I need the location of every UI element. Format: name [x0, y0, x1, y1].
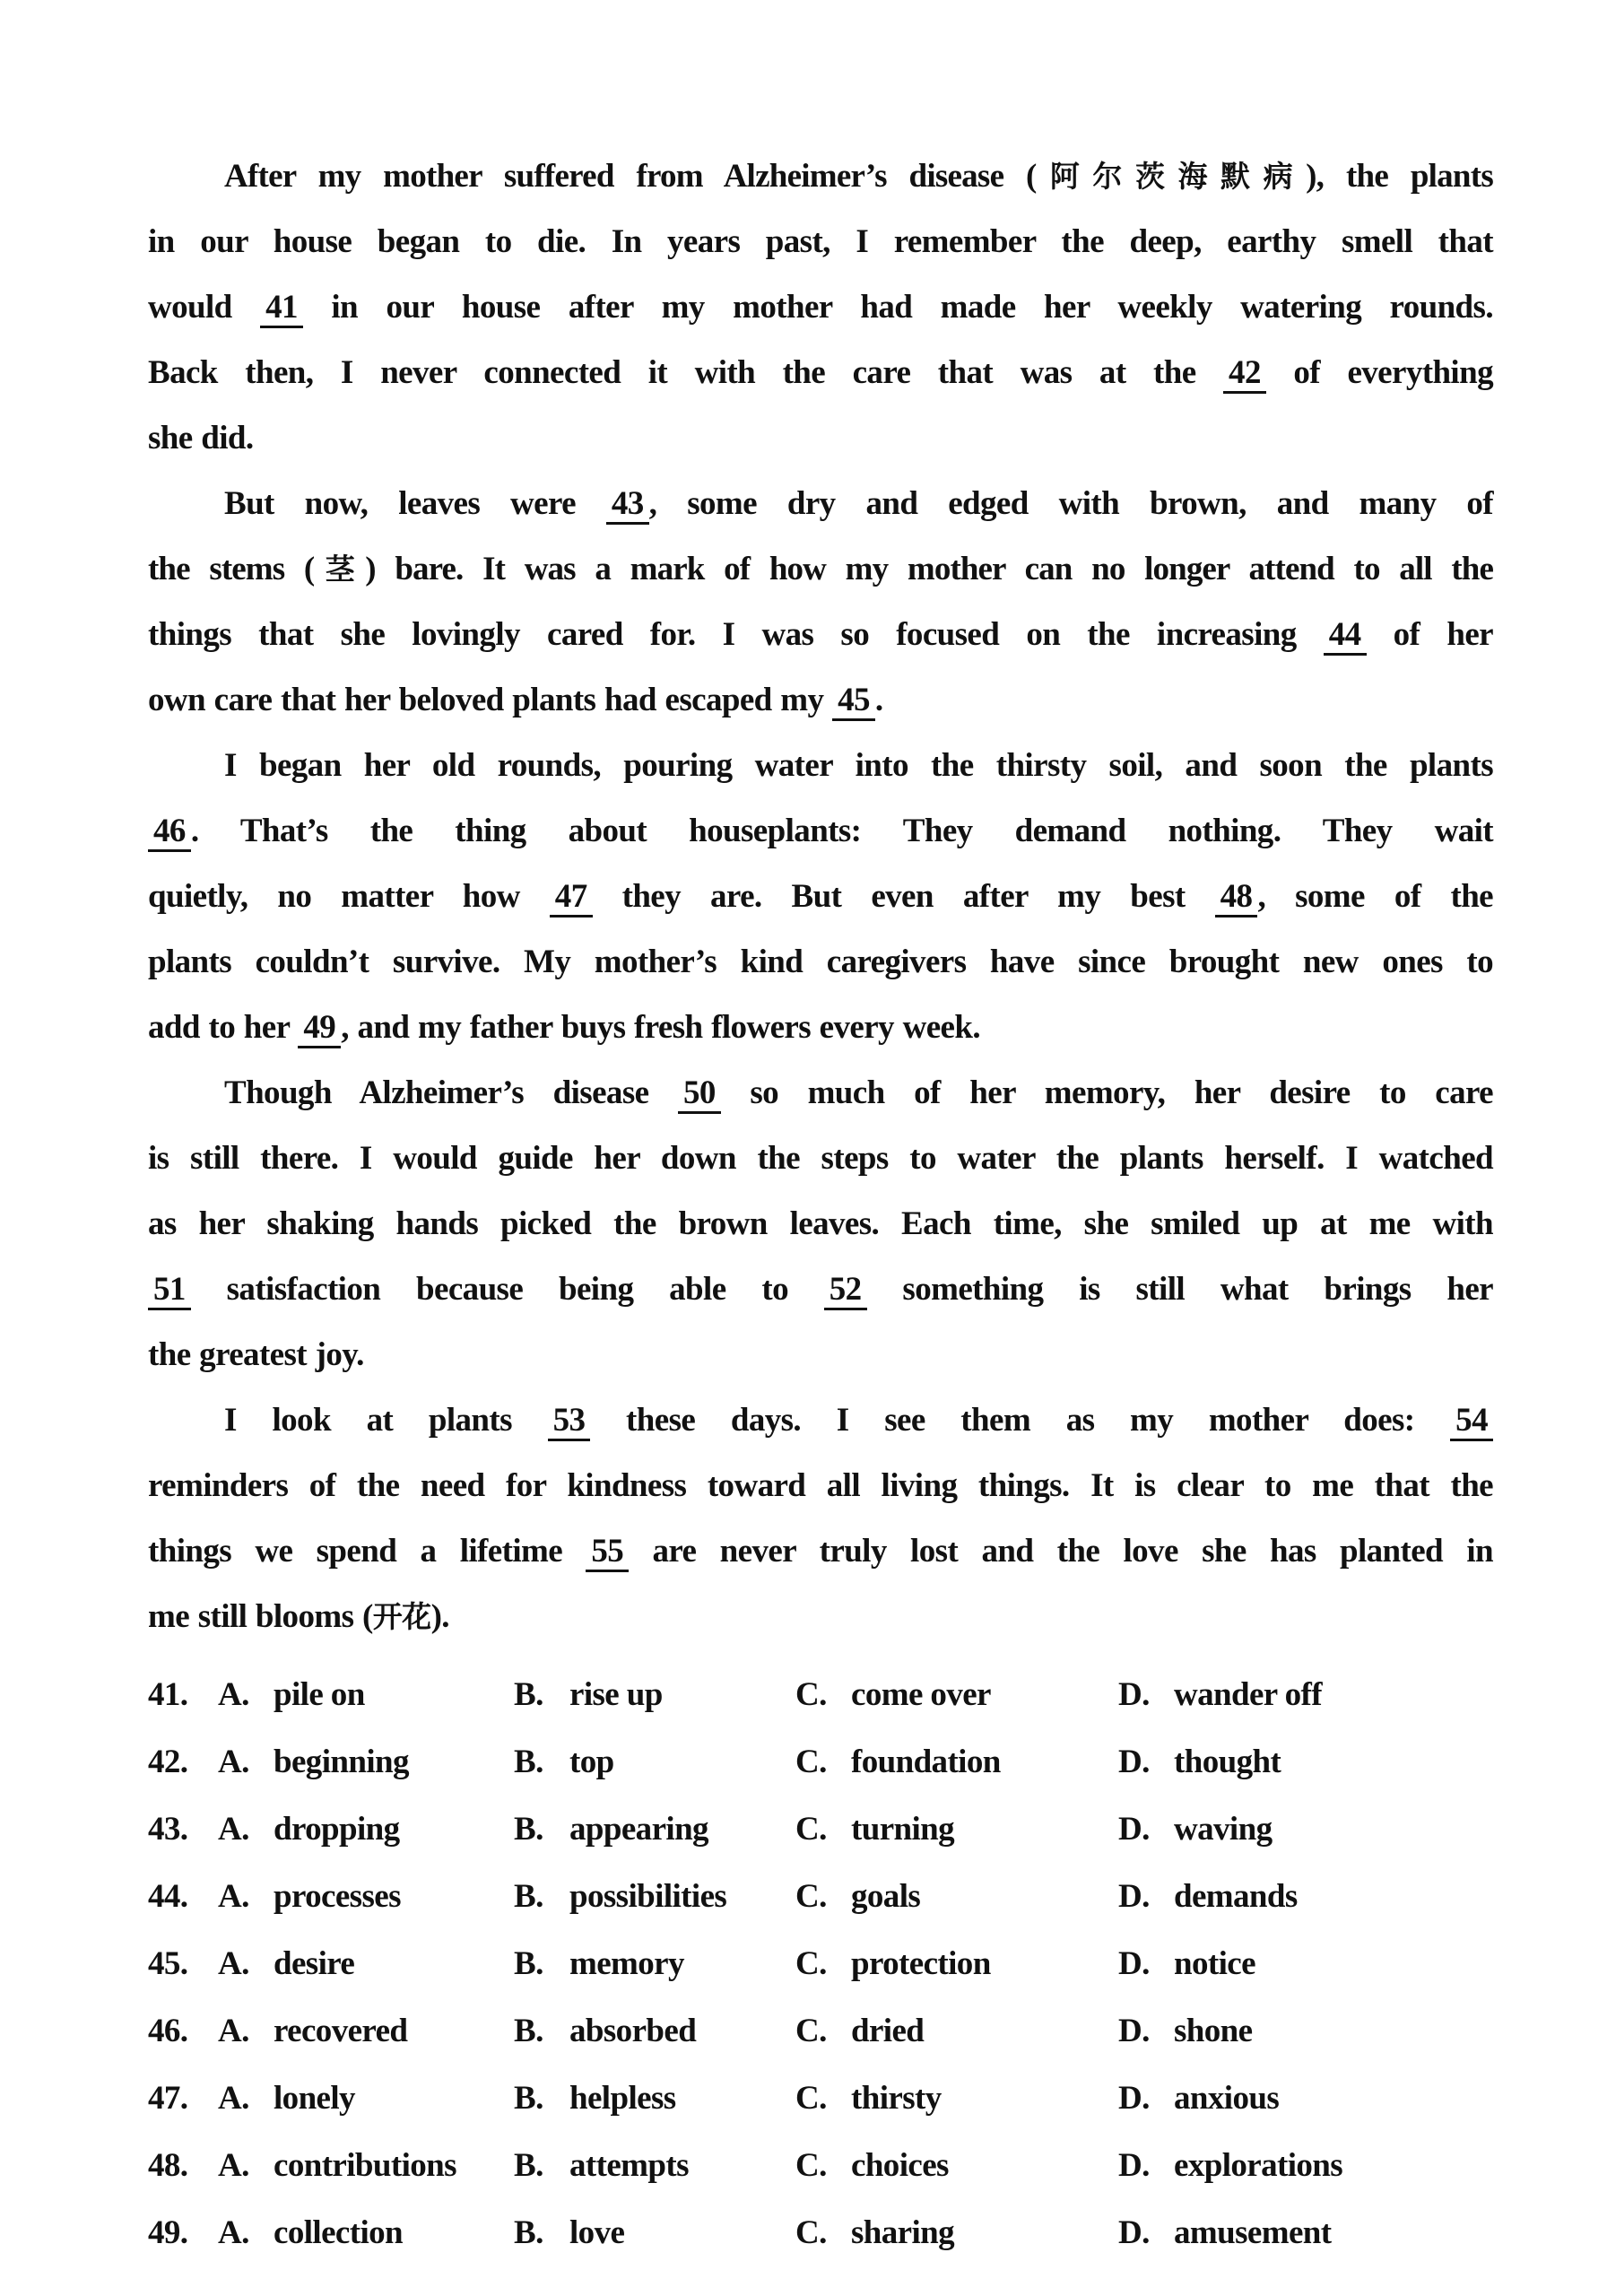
passage-text: they are. But even after my best [592, 878, 1215, 915]
passage-text: . That’s the thing about houseplants: They demand nothing. They wait [190, 813, 1493, 849]
passage-text: would [148, 289, 261, 326]
option-c[interactable] [795, 2206, 954, 2260]
passage-text: I look at plants [224, 1402, 548, 1439]
option-text: absorbed [569, 2013, 697, 2049]
option-letter: D. [1118, 1945, 1150, 1982]
option-text: shone [1174, 2013, 1253, 2049]
option-letter: A. [218, 1676, 249, 1713]
passage-text: as her shaking hands picked the brown leaves. Each time, she smiled up at me with [148, 1205, 1493, 1242]
blank-46: 46 [148, 813, 191, 852]
option-text: appearing [569, 1811, 708, 1848]
option-letter: B. [514, 1945, 543, 1982]
text-line [148, 667, 1493, 733]
blank-44: 44 [1324, 616, 1367, 656]
text-line [148, 144, 1493, 209]
passage-text: so much of her memory, her desire to care [720, 1074, 1493, 1111]
option-letter: B. [514, 1878, 543, 1915]
option-text: top [569, 1744, 614, 1780]
passage-text: are never truly lost and the love she has planted in [629, 1533, 1493, 1570]
option-letter: D. [1118, 1811, 1150, 1848]
text-line [148, 929, 1493, 995]
passage-text: of her [1366, 616, 1493, 653]
option-a[interactable] [218, 1937, 354, 1991]
option-text: desire [274, 1945, 355, 1982]
text-line [148, 274, 1493, 340]
option-text: wander off [1174, 1676, 1322, 1713]
option-text: turning [851, 1811, 955, 1848]
question-number: 45. [148, 1945, 188, 1982]
option-letter: D. [1118, 2080, 1150, 2117]
option-b[interactable] [514, 1870, 726, 1924]
blank-52: 52 [824, 1271, 867, 1310]
passage-text: Back then, I never connected it with the care that was at the [148, 354, 1224, 391]
option-letter: D. [1118, 2214, 1150, 2251]
option-text: helpless [569, 2080, 676, 2117]
option-a[interactable] [218, 1735, 409, 1789]
question-row [148, 1735, 1493, 1803]
option-b[interactable] [514, 1803, 708, 1857]
option-d[interactable] [1118, 2005, 1252, 2058]
option-letter: C. [795, 2080, 827, 2117]
passage-text: the stems ( [148, 551, 315, 587]
paragraph [148, 733, 1493, 1060]
option-letter: D. [1118, 1744, 1150, 1780]
option-text: collection [274, 2214, 404, 2251]
text-line [148, 1518, 1493, 1584]
blank-49: 49 [298, 1009, 341, 1048]
passage-text: Though Alzheimer’s disease [224, 1074, 678, 1111]
answer-options [148, 1668, 1493, 2274]
option-letter: C. [795, 2214, 827, 2251]
passage-text: these days. I see them as my mother does: [590, 1402, 1451, 1439]
passage-text: ), the plants [1306, 158, 1493, 195]
blank-48: 48 [1215, 878, 1258, 918]
question-number: 49. [148, 2214, 188, 2251]
option-letter: C. [795, 1744, 827, 1780]
passage-text: , and my father buys fresh flowers every week. [341, 1009, 980, 1046]
option-letter: D. [1118, 1878, 1150, 1915]
chinese-gloss: 开花 [372, 1599, 431, 1634]
option-d[interactable] [1118, 1735, 1281, 1789]
paragraph [148, 471, 1493, 733]
option-text: possibilities [569, 1878, 727, 1915]
cloze-passage [148, 144, 1493, 1649]
option-letter: C. [795, 1676, 827, 1713]
question-number: 47. [148, 2080, 188, 2117]
question-row [148, 1870, 1493, 1937]
text-line [148, 405, 1493, 471]
text-line [148, 864, 1493, 929]
text-line [148, 733, 1493, 798]
passage-text: satisfaction because being able to [190, 1271, 824, 1308]
option-letter: B. [514, 1744, 543, 1780]
option-text: goals [851, 1878, 921, 1915]
text-line [148, 1584, 1493, 1649]
option-c[interactable] [795, 2072, 942, 2126]
question-row [148, 1803, 1493, 1870]
option-letter: C. [795, 2147, 827, 2184]
option-letter: B. [514, 2013, 543, 2049]
option-text: amusement [1174, 2214, 1332, 2251]
option-a[interactable] [218, 1870, 401, 1924]
question-number: 46. [148, 2013, 188, 2049]
option-d[interactable] [1118, 2072, 1279, 2126]
option-a[interactable] [218, 2206, 403, 2260]
option-c[interactable] [795, 1803, 954, 1857]
option-b[interactable] [514, 2072, 676, 2126]
text-line [148, 536, 1493, 602]
question-row [148, 2206, 1493, 2274]
option-b[interactable] [514, 2139, 689, 2193]
option-b[interactable] [514, 1668, 663, 1722]
question-row [148, 2005, 1493, 2072]
text-line [148, 602, 1493, 667]
passage-text: things we spend a lifetime [148, 1533, 586, 1570]
question-number: 44. [148, 1878, 188, 1915]
option-c[interactable] [795, 1870, 920, 1924]
option-letter: D. [1118, 1676, 1150, 1713]
question-row [148, 2139, 1493, 2206]
option-b[interactable] [514, 1937, 684, 1991]
text-line [148, 340, 1493, 405]
option-text: dried [851, 2013, 925, 2049]
text-line [148, 471, 1493, 536]
option-letter: A. [218, 1744, 249, 1780]
option-text: sharing [851, 2214, 955, 2251]
option-letter: A. [218, 2080, 249, 2117]
option-letter: A. [218, 2013, 249, 2049]
passage-text: quietly, no matter how [148, 878, 550, 915]
passage-text: own care that her beloved plants had escaped my [148, 682, 833, 718]
paragraph [148, 144, 1493, 471]
option-b[interactable] [514, 2206, 624, 2260]
option-letter: A. [218, 2147, 249, 2184]
text-line [148, 1126, 1493, 1191]
passage-text: in our house began to die. In years past, I remember the deep, earthy smell that [148, 223, 1493, 260]
paragraph [148, 1387, 1493, 1649]
question-number: 41. [148, 1676, 188, 1713]
text-line [148, 209, 1493, 274]
option-text: waving [1174, 1811, 1273, 1848]
passage-text: she did. [148, 420, 254, 457]
blank-42: 42 [1223, 354, 1266, 394]
passage-text: is still there. I would guide her down the steps to water the plants herself. I watched [148, 1140, 1493, 1177]
text-line [148, 1322, 1493, 1387]
option-letter: A. [218, 1811, 249, 1848]
option-letter: D. [1118, 2147, 1150, 2184]
passage-text: But now, leaves were [224, 485, 606, 522]
option-text: dropping [274, 1811, 400, 1848]
option-c[interactable] [795, 1937, 991, 1991]
passage-text: of everything [1265, 354, 1493, 391]
chinese-gloss: 阿尔茨海默病 [1036, 159, 1307, 194]
blank-51: 51 [148, 1271, 191, 1310]
option-text: foundation [851, 1744, 1001, 1780]
option-d[interactable] [1118, 1937, 1255, 1991]
text-line [148, 1257, 1493, 1322]
text-line [148, 1060, 1493, 1126]
option-d[interactable] [1118, 1803, 1272, 1857]
passage-text: reminders of the need for kindness toward all living things. It is clear to me that the [148, 1467, 1493, 1504]
option-text: notice [1174, 1945, 1255, 1982]
option-a[interactable] [218, 1668, 365, 1722]
text-line [148, 798, 1493, 864]
option-letter: C. [795, 1878, 827, 1915]
option-text: contributions [274, 2147, 456, 2184]
blank-54: 54 [1450, 1402, 1493, 1441]
option-d[interactable] [1118, 2206, 1331, 2260]
option-text: lonely [274, 2080, 355, 2117]
blank-41: 41 [260, 289, 303, 328]
option-letter: B. [514, 2147, 543, 2184]
blank-45: 45 [832, 682, 875, 721]
question-number: 48. [148, 2147, 188, 2184]
option-text: processes [274, 1878, 401, 1915]
blank-53: 53 [548, 1402, 591, 1441]
option-letter: A. [218, 1878, 249, 1915]
passage-text: , some of the [1257, 878, 1493, 915]
question-number: 42. [148, 1744, 188, 1780]
option-text: recovered [274, 2013, 408, 2049]
option-letter: B. [514, 2080, 543, 2117]
option-text: pile on [274, 1676, 365, 1713]
option-text: explorations [1174, 2147, 1343, 2184]
option-c[interactable] [795, 1735, 1001, 1789]
option-letter: A. [218, 1945, 249, 1982]
passage-text: ) bare. It was a mark of how my mother can no longer attend to all the [365, 551, 1493, 587]
chinese-gloss: 茎 [314, 552, 366, 587]
option-text: choices [851, 2147, 949, 2184]
option-letter: A. [218, 2214, 249, 2251]
option-a[interactable] [218, 2139, 456, 2193]
option-text: attempts [569, 2147, 689, 2184]
option-text: rise up [569, 1676, 663, 1713]
option-letter: B. [514, 1676, 543, 1713]
option-b[interactable] [514, 1735, 614, 1789]
paragraph [148, 1060, 1493, 1387]
passage-text: ). [430, 1598, 449, 1635]
option-letter: D. [1118, 2013, 1150, 2049]
passage-text: things that she lovingly cared for. I was so focused on the increasing [148, 616, 1324, 653]
option-letter: B. [514, 1811, 543, 1848]
passage-text: me still blooms ( [148, 1598, 373, 1635]
option-text: thirsty [851, 2080, 942, 2117]
option-letter: C. [795, 1811, 827, 1848]
question-row [148, 2072, 1493, 2139]
text-line [148, 1453, 1493, 1518]
blank-50: 50 [678, 1074, 721, 1114]
passage-text: add to her [148, 1009, 299, 1046]
text-line [148, 1191, 1493, 1257]
text-line [148, 995, 1493, 1060]
option-c[interactable] [795, 1668, 991, 1722]
option-text: come over [851, 1676, 991, 1713]
option-text: anxious [1174, 2080, 1280, 2117]
passage-text: I began her old rounds, pouring water into the thirsty soil, and soon the plants [224, 747, 1493, 784]
option-letter: C. [795, 1945, 827, 1982]
passage-text: the greatest joy. [148, 1336, 364, 1373]
option-text: demands [1174, 1878, 1298, 1915]
blank-55: 55 [586, 1533, 629, 1572]
question-number: 43. [148, 1811, 188, 1848]
passage-text: in our house after my mother had made her weekly watering rounds. [302, 289, 1493, 326]
option-b[interactable] [514, 2005, 696, 2058]
option-text: protection [851, 1945, 991, 1982]
blank-43: 43 [606, 485, 649, 525]
passage-text: plants couldn’t survive. My mother’s kind caregivers have since brought new ones to [148, 944, 1493, 980]
option-a[interactable] [218, 2072, 355, 2126]
option-letter: B. [514, 2214, 543, 2251]
option-c[interactable] [795, 2139, 949, 2193]
option-text: love [569, 2214, 625, 2251]
option-a[interactable] [218, 1803, 400, 1857]
passage-text: After my mother suffered from Alzheimer’s disease ( [224, 158, 1037, 195]
option-a[interactable] [218, 2005, 407, 2058]
option-d[interactable] [1118, 1870, 1298, 1924]
option-d[interactable] [1118, 1668, 1322, 1722]
option-text: memory [569, 1945, 684, 1982]
question-row [148, 1937, 1493, 2005]
passage-text: . [874, 682, 883, 718]
option-d[interactable] [1118, 2139, 1342, 2193]
option-letter: C. [795, 2013, 827, 2049]
option-c[interactable] [795, 2005, 924, 2058]
question-row [148, 1668, 1493, 1735]
passage-text: , some dry and edged with brown, and many of [648, 485, 1493, 522]
blank-47: 47 [550, 878, 593, 918]
text-line [148, 1387, 1493, 1453]
passage-text: something is still what brings her [866, 1271, 1493, 1308]
option-text: thought [1174, 1744, 1281, 1780]
option-text: beginning [274, 1744, 409, 1780]
